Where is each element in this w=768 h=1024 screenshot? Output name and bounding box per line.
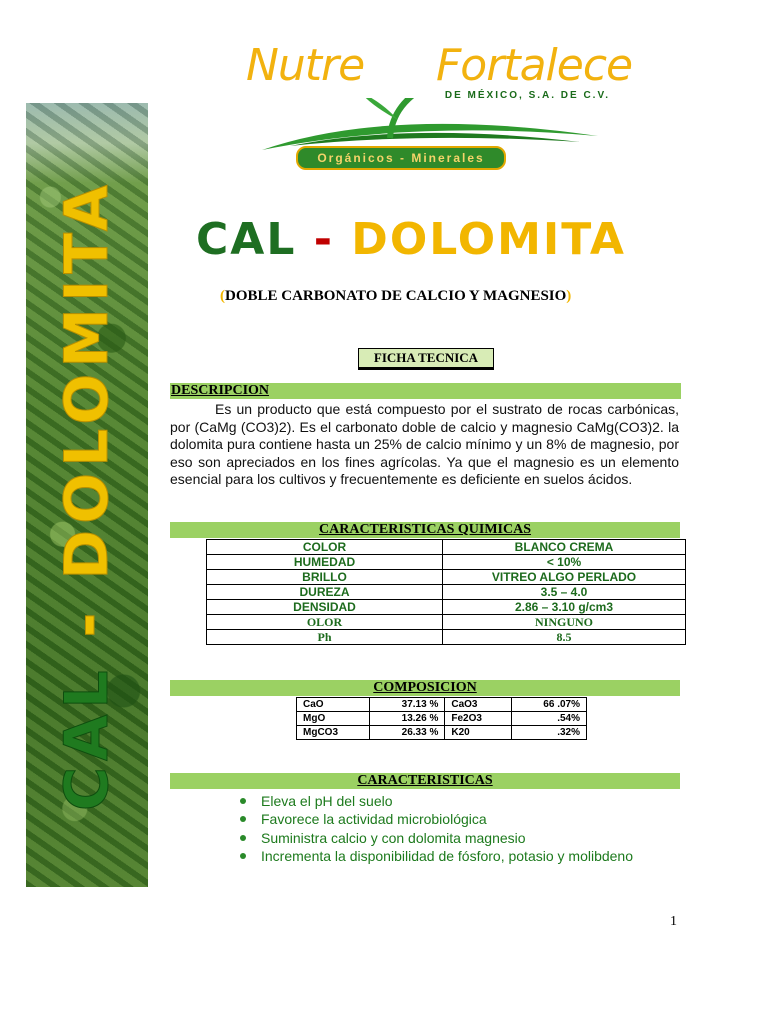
table-row	[207, 615, 686, 630]
bullet-icon	[240, 816, 246, 822]
table-cell: .54%	[511, 712, 587, 726]
table-row	[207, 570, 686, 585]
table-row	[207, 555, 686, 570]
composicion-heading-text: COMPOSICION	[373, 680, 477, 695]
list-item	[240, 847, 633, 865]
list-item-text: Favorece la actividad microbiológica	[261, 811, 487, 828]
table-cell: HUMEDAD	[207, 555, 443, 570]
bullet-icon	[240, 798, 246, 804]
caracteristicas-list	[240, 792, 633, 865]
table-cell: 66 .07%	[511, 698, 587, 712]
subtitle-close-paren: )	[566, 288, 572, 304]
side-title-cal: CAL	[52, 664, 122, 812]
list-item	[240, 829, 633, 847]
page-number: 1	[670, 914, 677, 929]
table-cell: .32%	[511, 726, 587, 740]
table-cell: Fe2O3	[445, 712, 511, 726]
list-item	[240, 792, 633, 810]
table-row	[207, 540, 686, 555]
list-item	[240, 810, 633, 828]
descripcion-body	[170, 401, 679, 489]
table-cell: Ph	[207, 630, 443, 645]
bullet-icon	[240, 853, 246, 859]
table-cell: 2.86 – 3.10 g/cm3	[443, 600, 686, 615]
side-title-dolomita: DOLOMITA	[52, 178, 122, 580]
table-cell: MgO	[297, 712, 370, 726]
side-title-sep: -	[52, 579, 122, 665]
table-cell: BRILLO	[207, 570, 443, 585]
table-cell: DENSIDAD	[207, 600, 443, 615]
table-row	[207, 630, 686, 645]
logo-badge: Orgánicos - Minerales	[296, 146, 506, 170]
list-item-text: Incrementa la disponibilidad de fósforo, potasio y molibdeno	[261, 847, 634, 864]
composicion-table	[296, 697, 587, 740]
descripcion-heading-text: DESCRIPCION	[171, 383, 270, 398]
descripcion-text: Es un producto que está compuesto por el sustrato de rocas carbónicas, por (CaMg (CO3)2). Es el carbonato doble de calcio y magnesio CaMg(CO3)2. la dolomita pura contiene hasta un 25% de calcio mínimo y un 8% de magnesio, por eso son apreciados en los fines agrícolas. Ya que el magnesio es un elemento esencial para los cultivos y frecuentemente es deficiente en suelos ácidos.	[170, 401, 679, 487]
company-logo	[240, 40, 633, 172]
subtitle-open-paren: (	[220, 288, 225, 304]
table-cell: CaO3	[445, 698, 511, 712]
logo-subtitle: DE MÉXICO, S.A. DE C.V.	[444, 90, 610, 101]
title-separator: -	[296, 214, 352, 265]
subtitle-text: DOBLE CARBONATO DE CALCIO Y MAGNESIO	[225, 288, 567, 304]
bullet-icon	[240, 835, 246, 841]
title-dolomita: DOLOMITA	[351, 214, 626, 265]
ficha-tecnica-label: FICHA TECNICA	[358, 348, 494, 370]
table-cell: BLANCO CREMA	[443, 540, 686, 555]
side-photo-strip	[26, 103, 148, 887]
table-row	[297, 698, 587, 712]
caracteristicas-heading-text: CARACTERISTICAS	[357, 773, 493, 788]
table-cell: 13.26 %	[369, 712, 444, 726]
table-cell: DUREZA	[207, 585, 443, 600]
descripcion-heading	[170, 383, 681, 399]
title-cal: CAL	[196, 214, 297, 265]
caracteristicas-heading	[170, 773, 680, 789]
logo-word-left: Nutre	[246, 40, 365, 91]
table-cell: CaO	[297, 698, 370, 712]
quimicas-heading	[170, 522, 680, 538]
table-row	[297, 726, 587, 740]
page-title	[196, 214, 666, 265]
table-cell: OLOR	[207, 615, 443, 630]
side-vertical-title	[26, 103, 148, 887]
table-cell: COLOR	[207, 540, 443, 555]
table-cell: 3.5 – 4.0	[443, 585, 686, 600]
list-item-text: Suministra calcio y con dolomita magnesio	[261, 829, 526, 846]
table-cell: 37.13 %	[369, 698, 444, 712]
table-cell: NINGUNO	[443, 615, 686, 630]
table-cell: VITREO ALGO PERLADO	[443, 570, 686, 585]
table-cell: K20	[445, 726, 511, 740]
logo-word-right: Fortalece	[436, 40, 633, 91]
table-cell: 26.33 %	[369, 726, 444, 740]
table-row	[207, 600, 686, 615]
list-item-text: Eleva el pH del suelo	[261, 793, 393, 809]
table-cell: MgCO3	[297, 726, 370, 740]
quimicas-table	[206, 539, 686, 645]
quimicas-heading-text: CARACTERISTICAS QUIMICAS	[319, 522, 531, 537]
composicion-heading	[170, 680, 680, 696]
page-subtitle	[220, 288, 571, 305]
table-cell: < 10%	[443, 555, 686, 570]
table-cell: 8.5	[443, 630, 686, 645]
table-row	[297, 712, 587, 726]
table-row	[207, 585, 686, 600]
